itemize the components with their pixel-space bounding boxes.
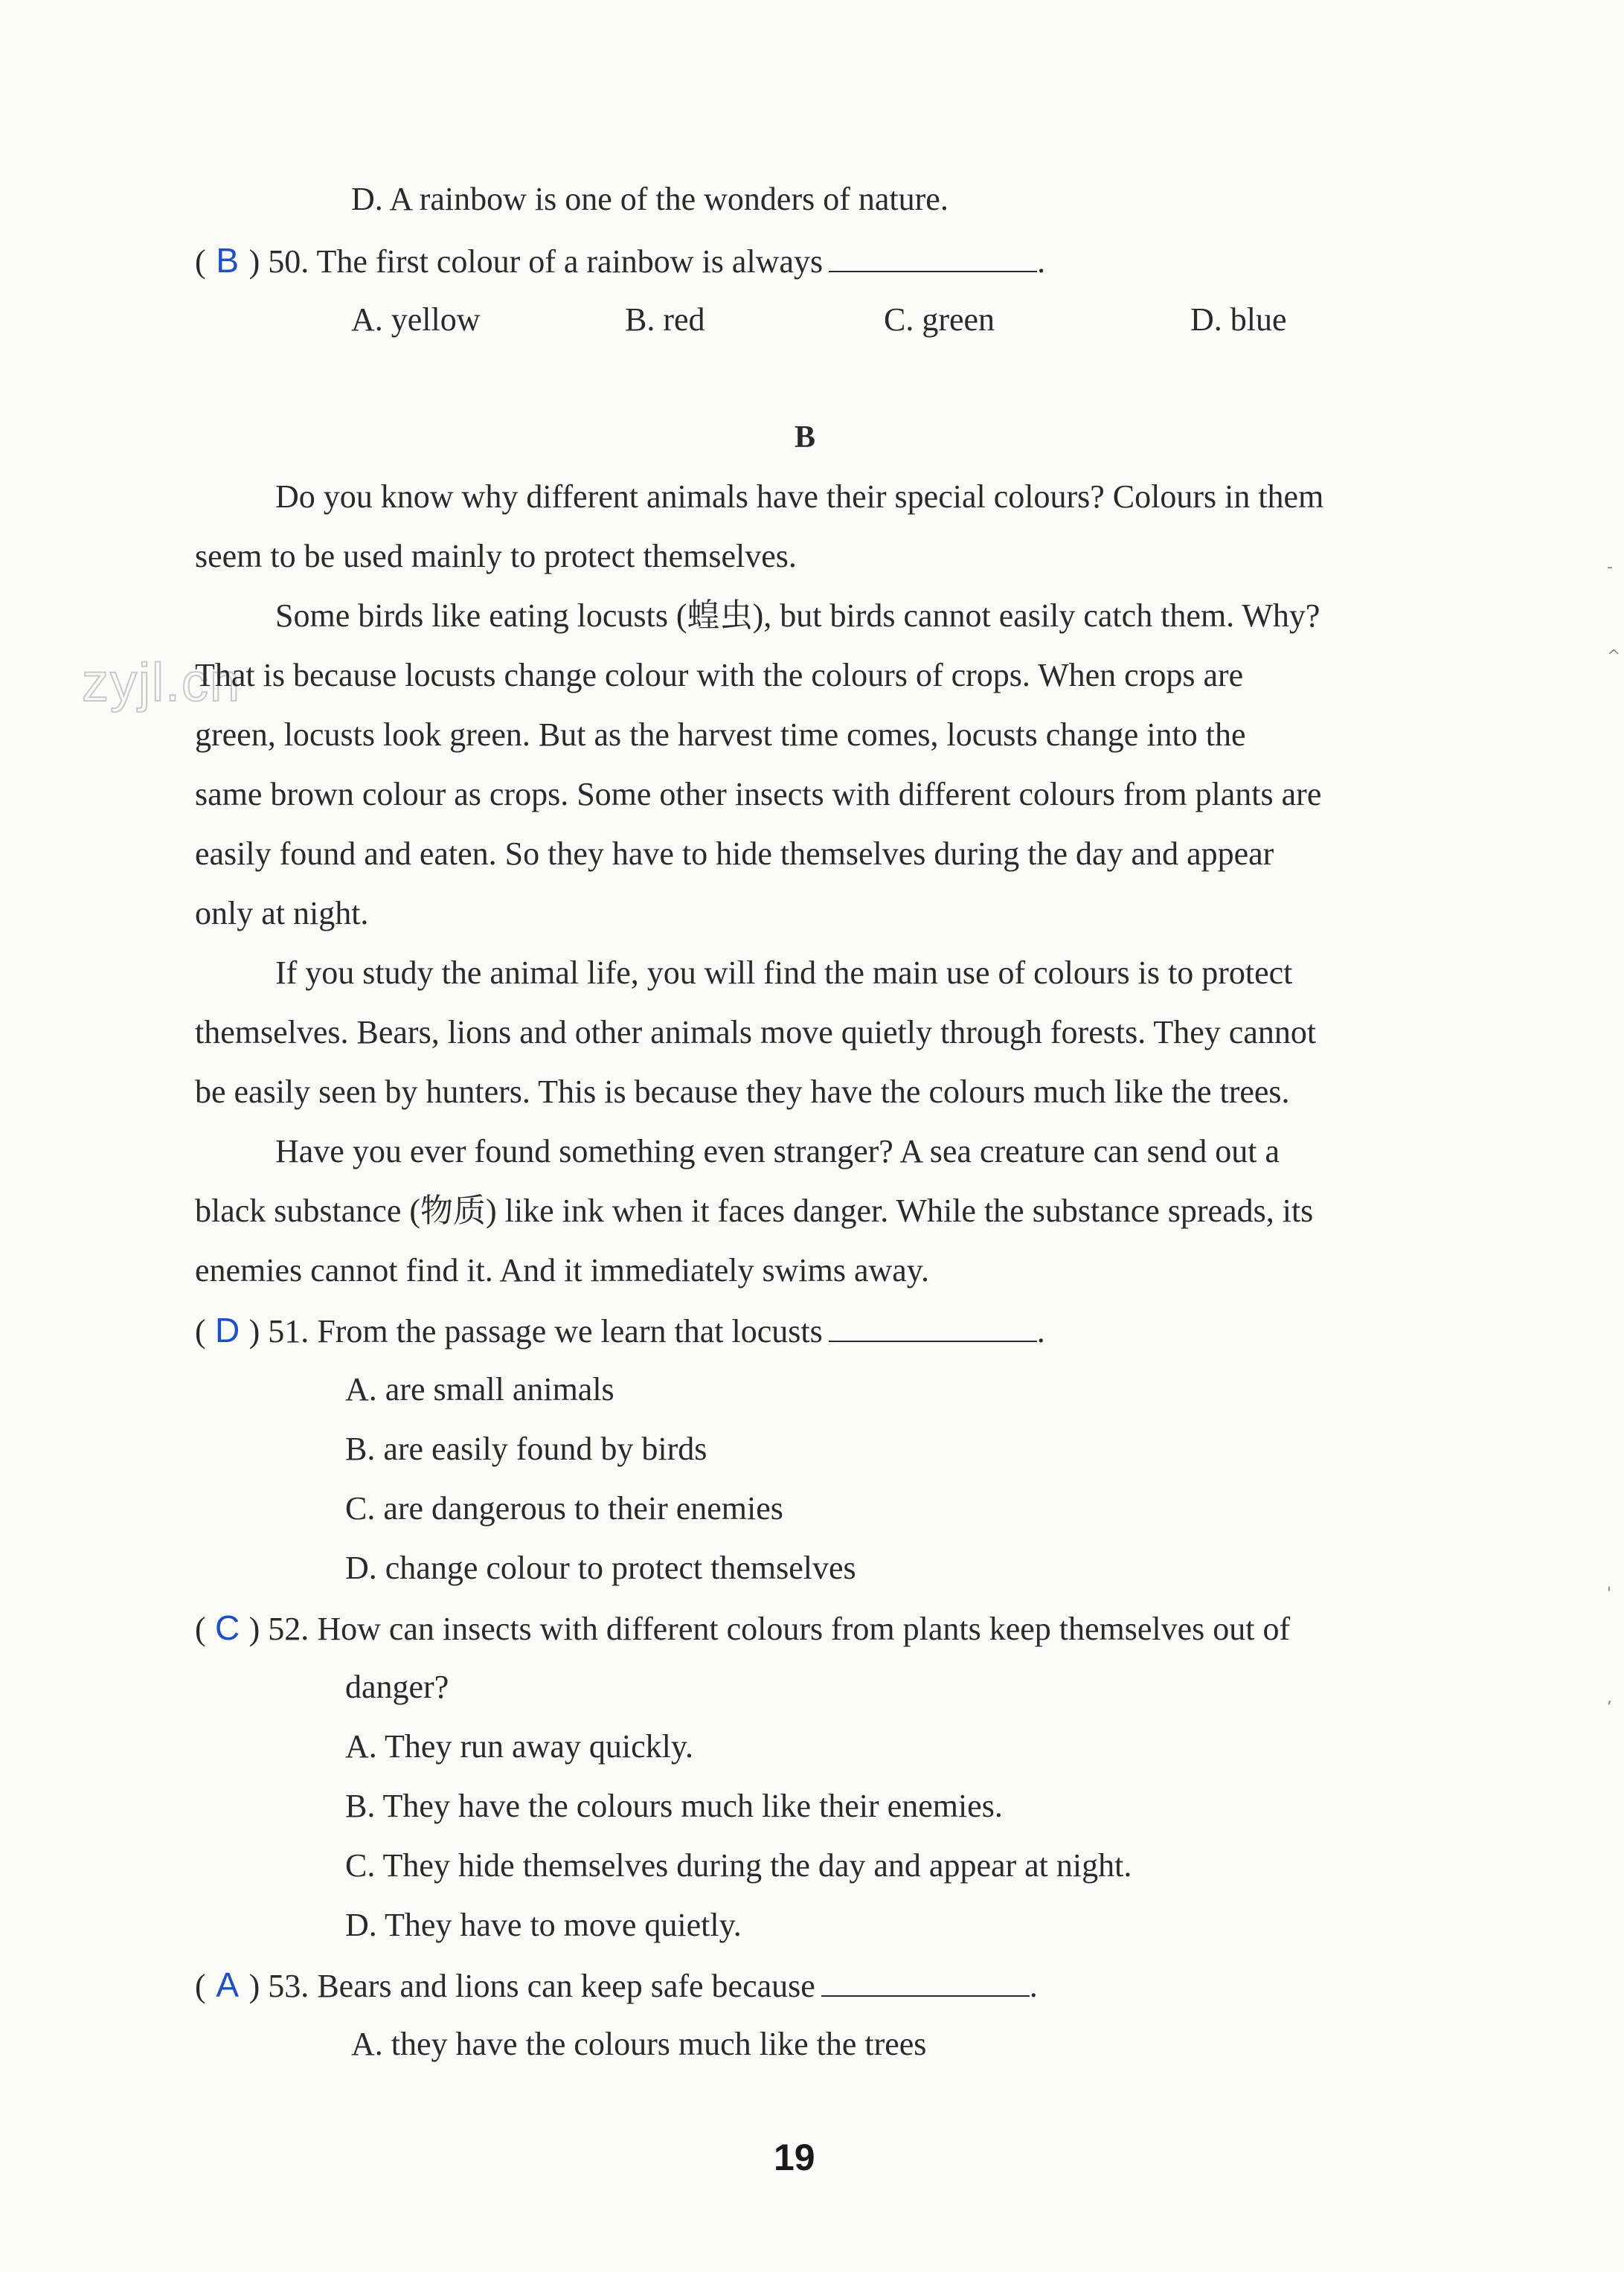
question-number: ) 52. bbox=[248, 1611, 309, 1647]
question-52 bbox=[195, 1607, 1290, 1650]
passage-line: only at night. bbox=[195, 895, 369, 931]
margin-speck: , bbox=[1607, 1689, 1612, 1707]
passage-line: same brown colour as crops. Some other insects with different colours from plants are bbox=[195, 776, 1322, 812]
watermark-logo: zyjl.cn bbox=[82, 653, 242, 713]
margin-speck: - bbox=[1607, 558, 1613, 577]
passage-line: green, locusts look green. But as the harvest time comes, locusts change into the bbox=[195, 716, 1246, 753]
q51-option-a: A. are small animals bbox=[345, 1371, 614, 1408]
q51-option-c: C. are dangerous to their enemies bbox=[345, 1490, 783, 1527]
q50-option-c: C. green bbox=[884, 301, 995, 338]
passage-line: black substance (物质) like ink when it faces danger. While the substance spreads, its bbox=[195, 1193, 1314, 1229]
answer-blank bbox=[821, 1965, 1030, 1997]
passage-line: That is because locusts change colour with the colours of crops. When crops are bbox=[195, 657, 1244, 693]
margin-speck: ^ bbox=[1607, 647, 1621, 666]
q52-option-d: D. They have to move quietly. bbox=[345, 1907, 742, 1943]
paren-open: ( bbox=[195, 1968, 206, 2004]
question-number: ) 50. bbox=[248, 243, 309, 280]
q51-option-b: B. are easily found by birds bbox=[345, 1431, 707, 1467]
passage-line: Do you know why different animals have their special colours? Colours in them bbox=[275, 478, 1324, 515]
question-stem: From the passage we learn that locusts bbox=[317, 1313, 823, 1350]
passage-line: easily found and eaten. So they have to hide themselves during the day and appear bbox=[195, 835, 1274, 872]
paren-open: ( bbox=[195, 1313, 206, 1350]
page-number: 19 bbox=[774, 2137, 815, 2178]
passage-line: themselves. Bears, lions and other animals move quietly through forests. They cannot bbox=[195, 1014, 1317, 1050]
question-51: ( D ) 51. From the passage we learn that locusts . bbox=[195, 1311, 1045, 1350]
question-number: ) 51. bbox=[248, 1313, 309, 1350]
q50-option-a: A. yellow bbox=[351, 301, 481, 338]
q51-option-d: D. change colour to protect themselves bbox=[345, 1550, 856, 1586]
q50-option-d: D. blue bbox=[1190, 301, 1287, 338]
question-stem: The first colour of a rainbow is always bbox=[316, 243, 824, 280]
answer-blank bbox=[829, 1311, 1037, 1342]
q49-option-d: D. A rainbow is one of the wonders of nature. bbox=[351, 181, 949, 217]
q53-option-a: A. they have the colours much like the trees bbox=[351, 2026, 927, 2062]
passage-line: be easily seen by hunters. This is because they have the colours much like the trees. bbox=[195, 1074, 1290, 1110]
q52-option-b: B. They have the colours much like their enemies. bbox=[345, 1788, 1003, 1824]
paren-open: ( bbox=[195, 1611, 206, 1647]
margin-speck: ' bbox=[1607, 1585, 1612, 1603]
question-53: ( A ) 53. Bears and lions can keep safe because . bbox=[195, 1965, 1038, 2004]
answer-53: A bbox=[216, 1965, 239, 2004]
question-number: ) 53. bbox=[248, 1968, 309, 2004]
passage-line: enemies cannot find it. And it immediately swims away. bbox=[195, 1252, 929, 1289]
answer-51: D bbox=[215, 1311, 240, 1350]
q50-option-b: B. red bbox=[625, 301, 705, 338]
question-stem: How can insects with different colours from plants keep themselves out of bbox=[317, 1611, 1291, 1647]
passage-line: If you study the animal life, you will find the main use of colours is to protect bbox=[275, 954, 1293, 991]
section-title: B bbox=[795, 420, 816, 455]
question-50: ( B ) 50. The first colour of a rainbow is always . bbox=[195, 241, 1046, 280]
answer-50: B bbox=[216, 241, 239, 280]
question-stem: Bears and lions can keep safe because bbox=[317, 1968, 815, 2004]
q52-option-a: A. They run away quickly. bbox=[345, 1728, 693, 1765]
question-stem-continued: danger? bbox=[345, 1669, 449, 1705]
passage-line: Have you ever found something even stranger? A sea creature can send out a bbox=[275, 1133, 1280, 1169]
answer-blank bbox=[829, 241, 1037, 272]
paren-open: ( bbox=[195, 243, 206, 280]
passage-line: Some birds like eating locusts (蝗虫), but birds cannot easily catch them. Why? bbox=[275, 597, 1320, 634]
answer-52: C bbox=[215, 1608, 240, 1647]
passage-line: seem to be used mainly to protect themselves. bbox=[195, 538, 797, 574]
q52-option-c: C. They hide themselves during the day and appear at night. bbox=[345, 1847, 1132, 1884]
